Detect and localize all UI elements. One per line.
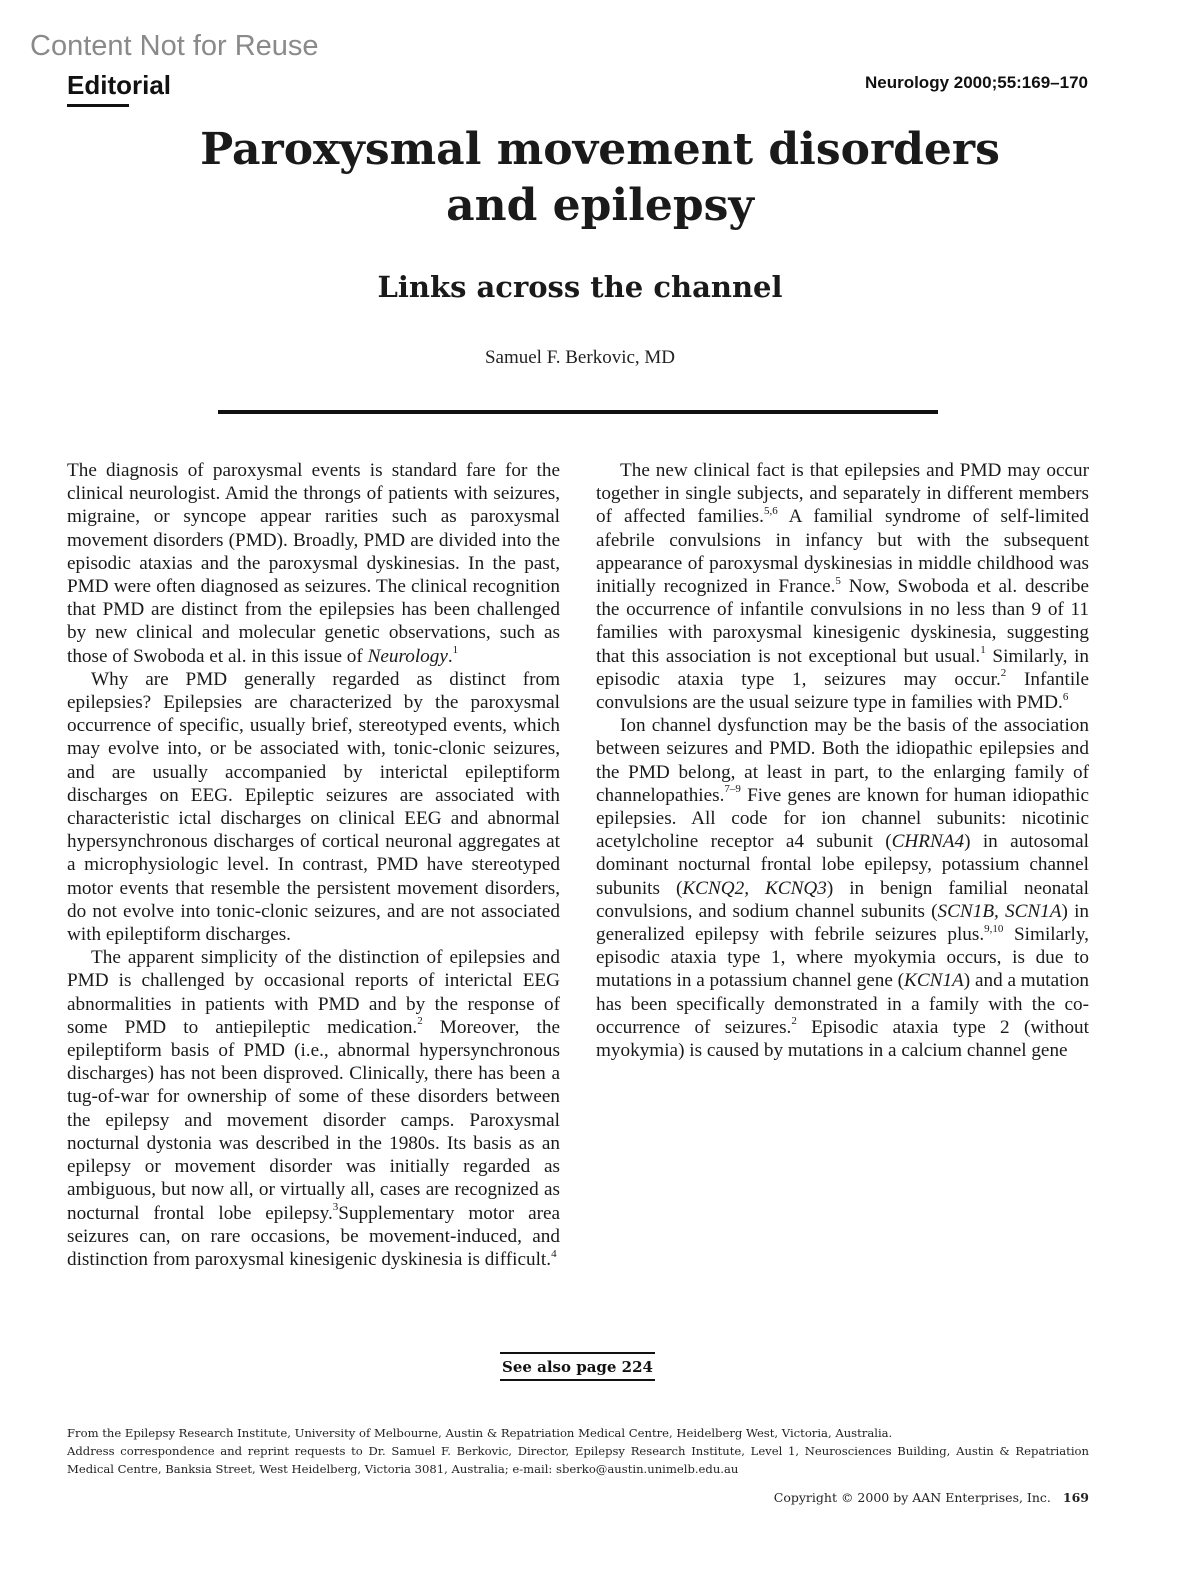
reference-marker: 2 (417, 1015, 423, 1028)
journal-citation: Neurology 2000;55:169–170 (864, 73, 1088, 92)
reference-marker: 1 (980, 644, 986, 657)
journal-name: Neurology (367, 645, 448, 667)
paragraph-2: Why are PMD generally regarded as distinct from epilepsies? Epilepsies are characterized by the paroxysmal occurrence of specific, usually brief, stereotyped events, which may evolve into, or be associated with, tonic-clonic seizures, and are usually accompanied by interictal epileptiform discharges on EEG. Epileptic seizures are associated with characteristic ictal discharges on clinical EEG and abnormal hypersynchronous discharges of cortical neuronal aggregates at a microphysiologic level. In contrast, PMD have stereotyped motor events that resemble the persistent movement disorders, do not evolve into tonic-clonic seizures, and are not associated with epileptiform discharges. (67, 668, 560, 946)
title-line-1: Paroxysmal movement disorders (200, 124, 1000, 175)
reference-marker: 1 (452, 644, 459, 657)
title-line-2: and epilepsy (446, 180, 754, 231)
gene-name: KCN1A (904, 970, 964, 992)
affiliation-note: From the Epilepsy Research Institute, University of Melbourne, Austin & Repatriation Medical Centre, Heidelberg West, Victoria, Australia. (67, 1426, 893, 1440)
text-run: Supplementary motor area seizures can, on rare occasions, be movement-induced, and distinction from paroxysmal kinesigenic dyskinesia is difficult. (67, 1202, 561, 1270)
body-column-left (67, 459, 560, 1271)
reference-marker: 5 (835, 574, 841, 587)
reference-marker: 9,10 (984, 922, 1004, 935)
correspondence-note: Address correspondence and reprint requests to Dr. Samuel F. Berkovic, Director, Epilepsy Research Institute, Level 1, Neurosciences Building, Austin & Repatriation Medical Centre, Banksia Street, West Heidelberg, Victoria 3081, Australia; e-mail: sberko@austin.unimelb.edu.au (67, 1444, 1089, 1476)
paragraph-1 (67, 459, 560, 668)
text-run: ) in benign familial neonatal convulsions, and sodium channel subunits ( (596, 877, 1089, 922)
text-run: ) in generalized epilepsy with febrile seizures plus. (596, 900, 1089, 946)
text-run: The new clinical fact is that epilepsies and PMD may occur together in single subjects, and separately in different members of affected families. (596, 460, 1089, 528)
gene-name: CHRNA4 (891, 831, 965, 853)
copyright-notice: Copyright © 2000 by AAN Enterprises, Inc. (773, 1490, 1051, 1505)
text-run: Moreover, the epileptiform basis of PMD (i.e., abnormal hypersynchronous discharges) has not been disproved. Clinically, there has been a tug-of-war for ownership of some of these disorders between the epilepsy and movement disorder camps. Paroxysmal nocturnal dystonia was described in the 1980s. Its basis as an epilepsy or movement disorder was initially regarded as ambiguous, but now all, or virtually all, cases are recognized as nocturnal frontal lobe epilepsy. (67, 1016, 560, 1224)
text-run: Infantile convulsions are the usual seizure type in families with PMD. (596, 668, 1089, 714)
header-divider (218, 410, 938, 414)
see-also-link[interactable]: See also page 224 (500, 1352, 655, 1381)
text-run: ) in autosomal dominant nocturnal frontal lobe epilepsy, potassium channel subunits ( (596, 831, 1089, 899)
author-byline: Samuel F. Berkovic, MD (484, 347, 676, 368)
article-subtitle: Links across the channel (377, 270, 783, 304)
text-run: Five genes are known for human idiopathic epilepsies. All code for ion channel subunits: nicotinic acetylcholine receptor a4 subunit ( (596, 784, 1089, 853)
text-run: Similarly, in episodic ataxia type 1, seizures may occur. (596, 645, 1089, 690)
text-run: Similarly, episodic ataxia type 1, where myokymia occurs, is due to mutations in a potassium channel gene ( (596, 924, 1089, 992)
page-footer (774, 1490, 1089, 1505)
section-label: Editorial (67, 70, 172, 100)
gene-name: SCN1B, SCN1A (937, 900, 1062, 922)
reference-marker: 3 (332, 1201, 339, 1214)
reference-marker: 6 (1062, 690, 1069, 703)
reference-marker: 7–9 (724, 783, 741, 796)
footnotes (67, 1424, 1089, 1478)
reference-marker: 2 (791, 1015, 797, 1028)
reference-marker: 2 (1000, 667, 1007, 680)
text-run: The apparent simplicity of the distinction of epilepsies and PMD is challenged by occasional reports of interictal EEG abnormalities in patients with PMD and by the response of some PMD to antiepileptic medication. (67, 947, 560, 1038)
body-column-right (596, 459, 1089, 1062)
watermark: Content Not for Reuse (30, 30, 319, 62)
paragraph-4 (596, 459, 1089, 714)
text-run: A familial syndrome of self-limited afebrile convulsions in infancy but with the subsequent appearance of paroxysmal dyskinesias in middle childhood was initially recognized in France. (596, 506, 1089, 598)
text-run: Episodic ataxia type 2 (without myokymia) is caused by mutations in a calcium channel gene (596, 1016, 1089, 1062)
text-run: The diagnosis of paroxysmal events is standard fare for the clinical neurologist. Amid the throngs of patients with seizures, migraine, or syncope appear rarities such as paroxysmal movement disorders (PMD). Broadly, PMD are divided into the episodic ataxias and the paroxysmal dyskinesias. In the past, PMD were often diagnosed as seizures. The clinical recognition that PMD are distinct from the epilepsies has been challenged by new clinical and molecular genetic observations, such as those of Swoboda et al. in this issue of (67, 460, 560, 667)
page-number: 169 (1062, 1490, 1089, 1505)
text-run: Now, Swoboda et al. describe the occurrence of infantile convulsions in no less than 9 of 11 families with paroxysmal kinesigenic dyskinesia, suggesting that this association is not exceptional but usual. (596, 576, 1089, 667)
paragraph-5 (596, 714, 1089, 1062)
gene-name: KCNQ2, KCNQ3 (682, 877, 827, 899)
article-title (100, 122, 1100, 234)
section-underline (67, 104, 129, 107)
text-run: . (447, 645, 453, 667)
text-run: ) and a mutation has been specifically demonstrated in a family with the co-occurrence of seizures. (596, 970, 1090, 1038)
paragraph-3 (67, 946, 560, 1271)
reference-marker: 5,6 (763, 505, 778, 518)
reference-marker: 4 (551, 1247, 557, 1260)
text-run: Ion channel dysfunction may be the basis of the association between seizures and PMD. Both the idiopathic epilepsies and the PMD belong, at least in part, to the enlarging family of channelopathies. (596, 715, 1089, 806)
